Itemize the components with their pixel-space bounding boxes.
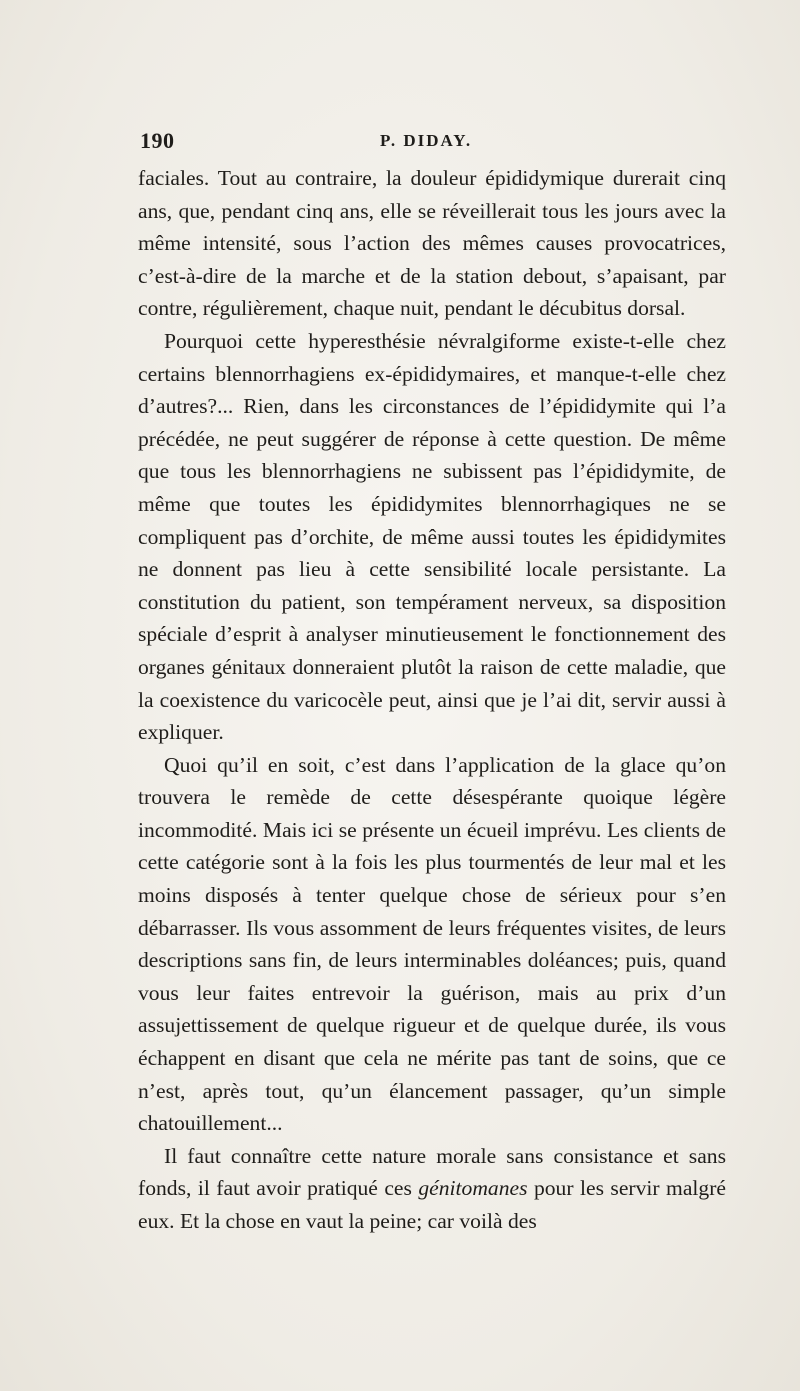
page-header	[140, 128, 730, 158]
paragraph-4-text-before: Il faut connaître cette nature morale sans consistance et sans fonds, il faut avoir pratiqué ces	[138, 1143, 726, 1201]
body-text	[138, 162, 726, 1238]
running-head: P. DIDAY.	[380, 131, 473, 150]
paragraph-4-emphasis: génitomanes	[418, 1176, 528, 1201]
paragraph-2: Pourquoi cette hyperesthésie névralgiforme existe-t-elle chez certains blennorrhagiens ex-épididymaires, et manque-t-elle chez d’autres?... Rien, dans les circonstances de l’épididymite qui l’a précédée, ne peut suggérer de réponse à cette question. De même que tous les blennorrhagiens ne subissent pas l’épididymite, de même que toutes les épididymites blennorrhagiques ne se compliquent pas d’orchite, de même aussi toutes les épididymites ne donnent pas lieu à cette sensibilité locale persistante. La constitution du patient, son tempérament nerveux, sa disposition spéciale d’esprit à analyser minutieusement le fonctionnement des organes génitaux donneraient plutôt la raison de cette maladie, que la coexistence du varicocèle peut, ainsi que je l’ai dit, servir aussi à expliquer.	[138, 328, 726, 745]
paragraph-4-text-after: pour les servir malgré eux. Et la chose en vaut la peine; car voilà des	[138, 1176, 726, 1233]
paragraph-3: Quoi qu’il en soit, c’est dans l’application de la glace qu’on trouvera le remède de cette désespérante quoique légère incommodité. Mais ici se présente un écueil imprévu. Les clients de cette catégorie sont à la fois les plus tourmentés de leur mal et les moins disposés à tenter quelque chose de sérieux pour s’en débarrasser. Ils vous assomment de leurs fréquentes visites, de leurs descriptions sans fin, de leurs interminables doléances; puis, quand vous leur faites entrevoir la guérison, mais au prix d’un assujettissement de quelque rigueur et de quelque durée, ils vous échappent en disant que cela ne mérite pas tant de soins, que ce n’est, après tout, qu’un élancement passager, qu’un simple chatouillement...	[138, 752, 726, 1136]
paragraph-4	[138, 1140, 726, 1238]
page-number: 190	[140, 128, 175, 153]
paragraph-1: faciales. Tout au contraire, la douleur épididymique durerait cinq ans, que, pendant cinq ans, elle se réveillerait tous les jours avec la même intensité, sous l’action des mêmes causes provocatrices, c’est-à-dire de la marche et de la station debout, s’apaisant, par contre, régulièrement, chaque nuit, pendant le décubitus dorsal.	[138, 166, 726, 321]
